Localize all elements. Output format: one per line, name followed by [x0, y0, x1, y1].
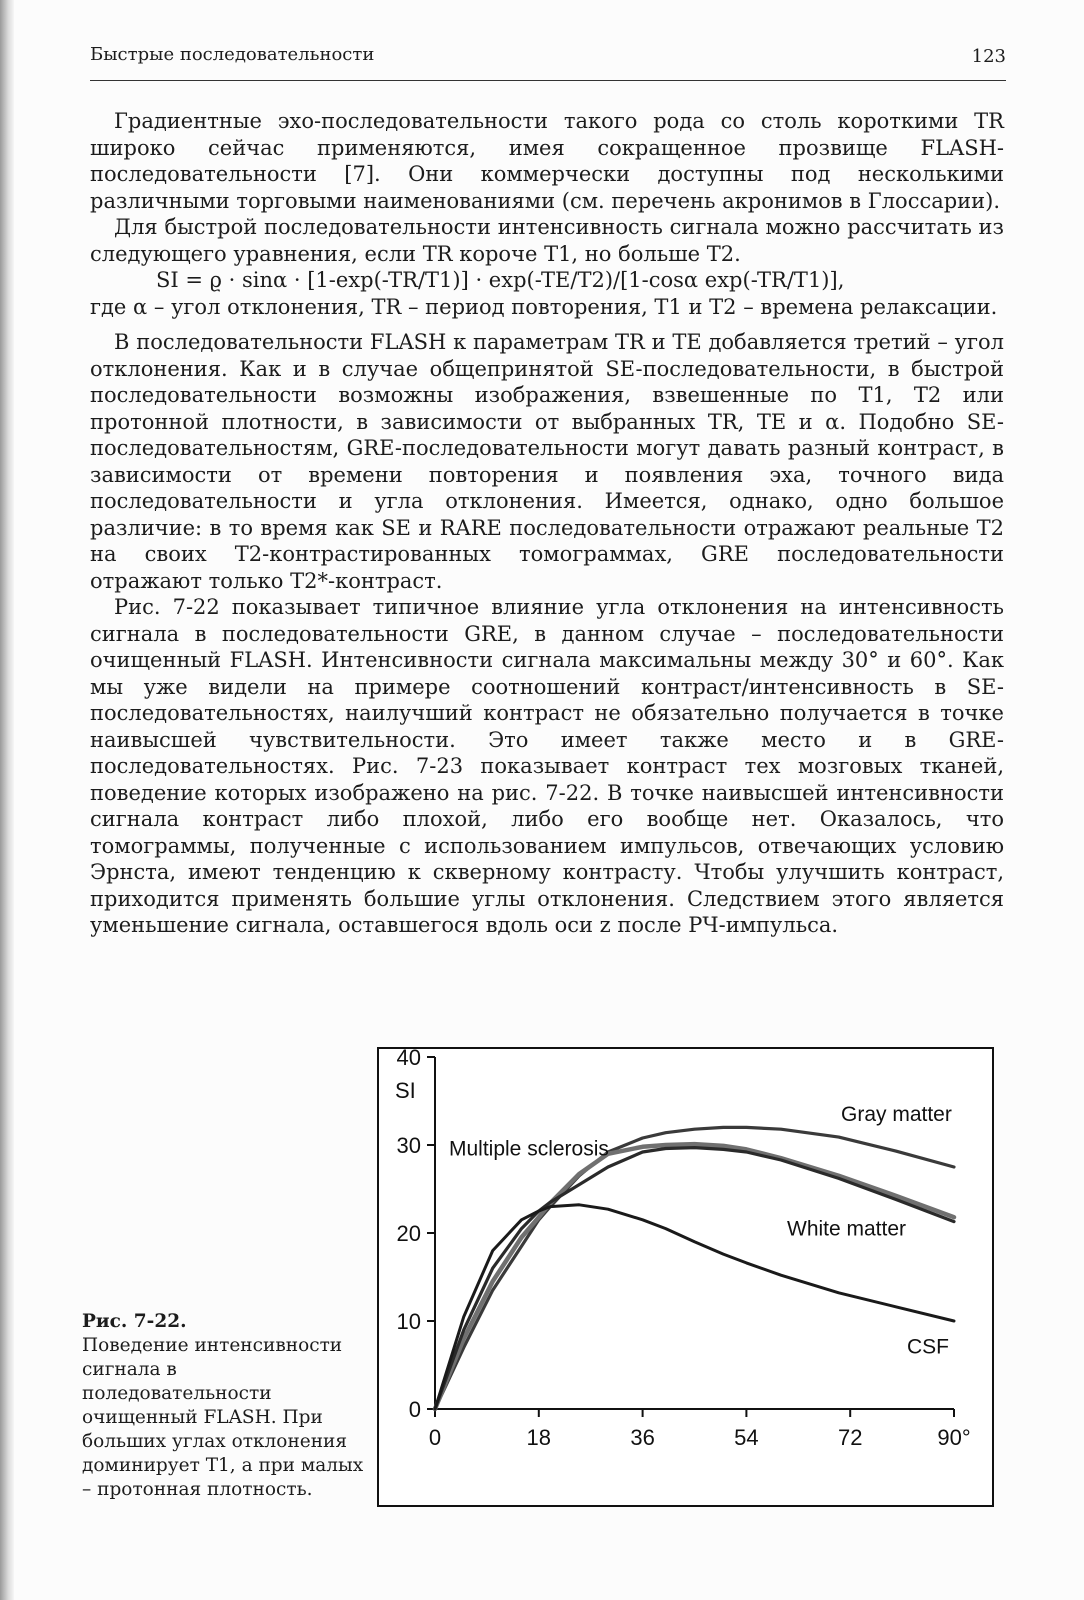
paragraph-5: Рис. 7-22 показывает типичное влияние угла отклонения на интенсивность сигнала в последовательности GRE, в данном случае – последовательности очищенный FLASH. Интенсивности сигнала максимальны между 30° и 60°. Как мы уже видели на примере соотношений контраст/интенсивность в SE-последовательностях, наилучший контраст не обязательно получается в точке наивысшей чувствительности. Это имеет также место и в GRE-последовательностях. Рис. 7-23 показывает контраст тех мозговых тканей, поведение которых изображено на рис. 7-22. В точке наивысшей интенсивности сигнала контраст либо плохой, либо его вообще нет. Оказалось, что томограммы, полученные с использованием импульсов, отвечающих условию Эрнста, имеют тенденцию к скверному контрасту. Чтобы улучшить контраст, приходится применять большие углы отклонения. Следствием этого является уменьшение сигнала, оставшегося вдоль оси z после РЧ-импульса.	[90, 595, 1004, 937]
x-tick-label: 72	[837, 1425, 863, 1450]
series-label-gray-matter: Gray matter	[841, 1103, 952, 1127]
series-line-white-matter	[435, 1144, 954, 1409]
series-label-csf: CSF	[907, 1335, 949, 1359]
running-head-title: Быстрые последовательности	[90, 44, 375, 65]
paragraph-2: Для быстрой последовательности интенсивность сигнала можно рассчитать из следующего уравнения, если TR короче T1, но больше T2.	[90, 215, 1004, 266]
signal-intensity-chart	[379, 1049, 992, 1505]
series-line-gray-matter	[435, 1127, 954, 1409]
x-tick-label: 0	[428, 1425, 442, 1450]
figure-7-22	[377, 1047, 994, 1507]
paragraph-4: В последовательности FLASH к параметрам TR и TE добавляется третий – угол отклонения. Как и в случае общепринятой SE-последовательности, в быстрой последовательности возможны изображения, взвешенные по T1, T2 или протонной плотности, в зависимости от выбранных TR, TE и α. Подобно SE-последовательностям, GRE-последовательности могут давать разный контраст, в зависимости от времени повторения и появления эха, точного вида последовательности и угла отклонения. Имеется, однако, одно большое различие: в то время как SE и RARE последовательности отражают реальные T2 на своих T2-контрастированных томограммах, GRE последовательности отражают только T2*-контраст.	[90, 330, 1004, 593]
x-tick-label: 90°	[937, 1425, 971, 1450]
x-tick-label: 54	[734, 1425, 759, 1450]
page-number: 123	[971, 46, 1006, 67]
y-tick-label: 10	[396, 1309, 421, 1334]
y-tick-label: 0	[408, 1397, 421, 1422]
y-axis-label: SI	[395, 1078, 416, 1104]
running-head	[90, 40, 1006, 81]
paragraph-3: где α – угол отклонения, TR – период повторения, T1 и T2 – времена релаксации.	[90, 294, 998, 319]
x-tick-label: 36	[630, 1425, 655, 1450]
signal-formula: SI = ϱ · sinα · [1-exp(-TR/T1)] · exp(-TE/T2)/[1-cosα exp(-TR/T1)],	[156, 268, 845, 292]
y-tick-label: 20	[396, 1221, 421, 1246]
figure-caption	[82, 1310, 372, 1502]
caption-text: Поведение интенсивности сигнала в поледовательности очищенный FLASH. При больших углах отклонения доминирует T1, а при малых – протонная плотность.	[82, 1335, 364, 1500]
caption-label: Рис. 7-22.	[82, 1311, 187, 1332]
paragraph-1: Градиентные эхо-последовательности такого рода со столь короткими TR широко сейчас применяются, имея сокращенное прозвище FLASH-последовательности [7]. Они коммерчески доступны под несколькими различными торговыми наименованиями (см. перечень акронимов в Глоссарии).	[90, 109, 1004, 213]
series-label-multiple-sclerosis: Multiple sclerosis	[449, 1137, 609, 1161]
x-tick-label: 18	[526, 1425, 552, 1450]
y-tick-label: 30	[396, 1133, 421, 1158]
series-label-white-matter: White matter	[787, 1217, 907, 1241]
scan-edge	[0, 0, 14, 1600]
body-text	[90, 108, 1004, 939]
y-tick-label: 40	[396, 1049, 421, 1070]
